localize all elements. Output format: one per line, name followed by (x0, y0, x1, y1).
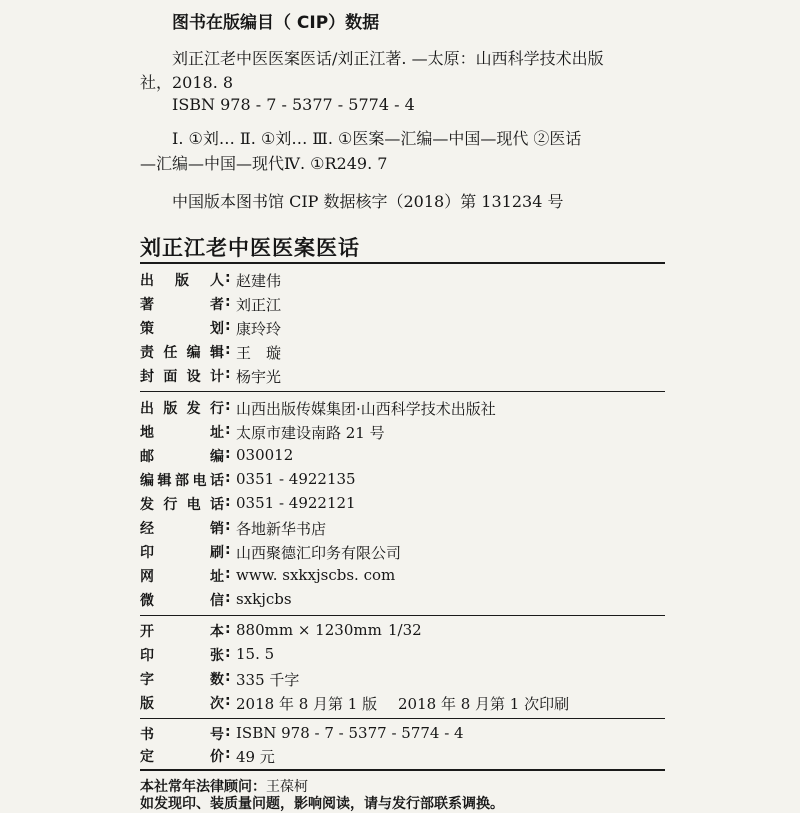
quality-notice: 如发现印、装质量问题，影响阅读，请与发行部联系调换。 (140, 796, 504, 812)
row-value: 880mm × 1230mm (236, 621, 382, 639)
row-label: 印刷 (140, 545, 224, 561)
row-colon: : (225, 342, 231, 358)
cip-verification-line: 中国版本图书馆 CIP 数据核字（2018）第 131234 号 (172, 192, 564, 211)
section-rule (140, 391, 665, 392)
row-value: 康玲玲 (236, 320, 282, 338)
row-value: 各地新华书店 (236, 520, 327, 538)
row-value: ISBN 978 - 7 - 5377 - 5774 - 4 (236, 724, 464, 742)
section-rule (140, 718, 665, 719)
row-colon: : (225, 294, 231, 310)
row-label: 著者 (140, 297, 224, 313)
row-colon: : (225, 318, 231, 334)
row-value: 0351 - 4922135 (236, 470, 356, 488)
row-label: 版次 (140, 696, 224, 712)
row-value: 335 千字 (236, 671, 300, 689)
row-value: 杨宇光 (236, 368, 282, 386)
row-colon: : (225, 566, 231, 582)
row-label: 策划 (140, 321, 224, 337)
row-colon: : (225, 518, 231, 534)
row-colon: : (225, 470, 231, 486)
row-value: 030012 (236, 446, 294, 464)
row-value: 赵建伟 (236, 272, 282, 290)
row-value-secondary: 1/32 (388, 621, 422, 639)
row-value-secondary: 2018 年 8 月第 1 次印刷 (398, 695, 570, 713)
section-rule (140, 615, 665, 616)
legal-counsel-label: 本社常年法律顾问： (140, 779, 266, 795)
cip-classification-line-2: —汇编—中国—现代Ⅳ. ①R249. 7 (140, 154, 388, 173)
row-value: 王 璇 (236, 344, 282, 362)
row-colon: : (225, 724, 231, 740)
row-label: 网址 (140, 569, 224, 585)
row-value: 刘正江 (236, 296, 282, 314)
row-colon: : (225, 621, 231, 637)
row-value: 49 元 (236, 748, 275, 766)
row-colon: : (225, 746, 231, 762)
row-colon: : (225, 542, 231, 558)
row-colon: : (225, 398, 231, 414)
row-label: 出版发行 (140, 401, 224, 417)
row-colon: : (225, 422, 231, 438)
row-value: 山西出版传媒集团·山西科学技术出版社 (236, 400, 496, 418)
row-label: 封面设计 (140, 369, 224, 385)
cip-record-line-1: 刘正江老中医医案医话/刘正江著. —太原：山西科学技术出版 (172, 49, 604, 68)
row-label: 定价 (140, 749, 224, 765)
row-value: www. sxkxjscbs. com (236, 566, 396, 584)
row-colon: : (225, 645, 231, 661)
bottom-rule (140, 769, 665, 771)
row-label: 微信 (140, 593, 224, 609)
row-value: sxkjcbs (236, 590, 292, 608)
row-colon: : (225, 270, 231, 286)
cip-isbn-line: ISBN 978 - 7 - 5377 - 5774 - 4 (172, 95, 415, 114)
row-value: 2018 年 8 月第 1 版 (236, 695, 378, 713)
row-colon: : (225, 669, 231, 685)
cip-classification-line-1: Ⅰ. ①刘… Ⅱ. ①刘… Ⅲ. ①医案—汇编—中国—现代 ②医话 (172, 129, 582, 148)
title-rule (140, 262, 665, 264)
row-colon: : (225, 446, 231, 462)
row-label: 发行电话 (140, 497, 224, 513)
cip-record-line-2: 社，2018. 8 (140, 73, 234, 92)
row-label: 地址 (140, 425, 224, 441)
row-value: 山西聚德汇印务有限公司 (236, 544, 402, 562)
row-value: 太原市建设南路 21 号 (236, 424, 385, 442)
row-label: 出版人 (140, 273, 224, 289)
book-title: 刘正江老中医医案医话 (140, 236, 360, 260)
row-colon: : (225, 494, 231, 510)
row-label: 邮编 (140, 449, 224, 465)
row-label: 书号 (140, 727, 224, 743)
row-value: 15. 5 (236, 645, 275, 663)
row-label: 字数 (140, 672, 224, 688)
row-label: 经销 (140, 521, 224, 537)
row-colon: : (225, 590, 231, 606)
row-label: 印张 (140, 648, 224, 664)
row-label: 责任编辑 (140, 345, 224, 361)
row-label: 开本 (140, 624, 224, 640)
row-colon: : (225, 366, 231, 382)
row-label: 编辑部电话 (140, 473, 224, 489)
cip-title: 图书在版编目（ CIP）数据 (172, 13, 380, 33)
row-colon: : (225, 693, 231, 709)
row-value: 0351 - 4922121 (236, 494, 356, 512)
legal-counsel-name: 王葆柯 (266, 779, 308, 795)
